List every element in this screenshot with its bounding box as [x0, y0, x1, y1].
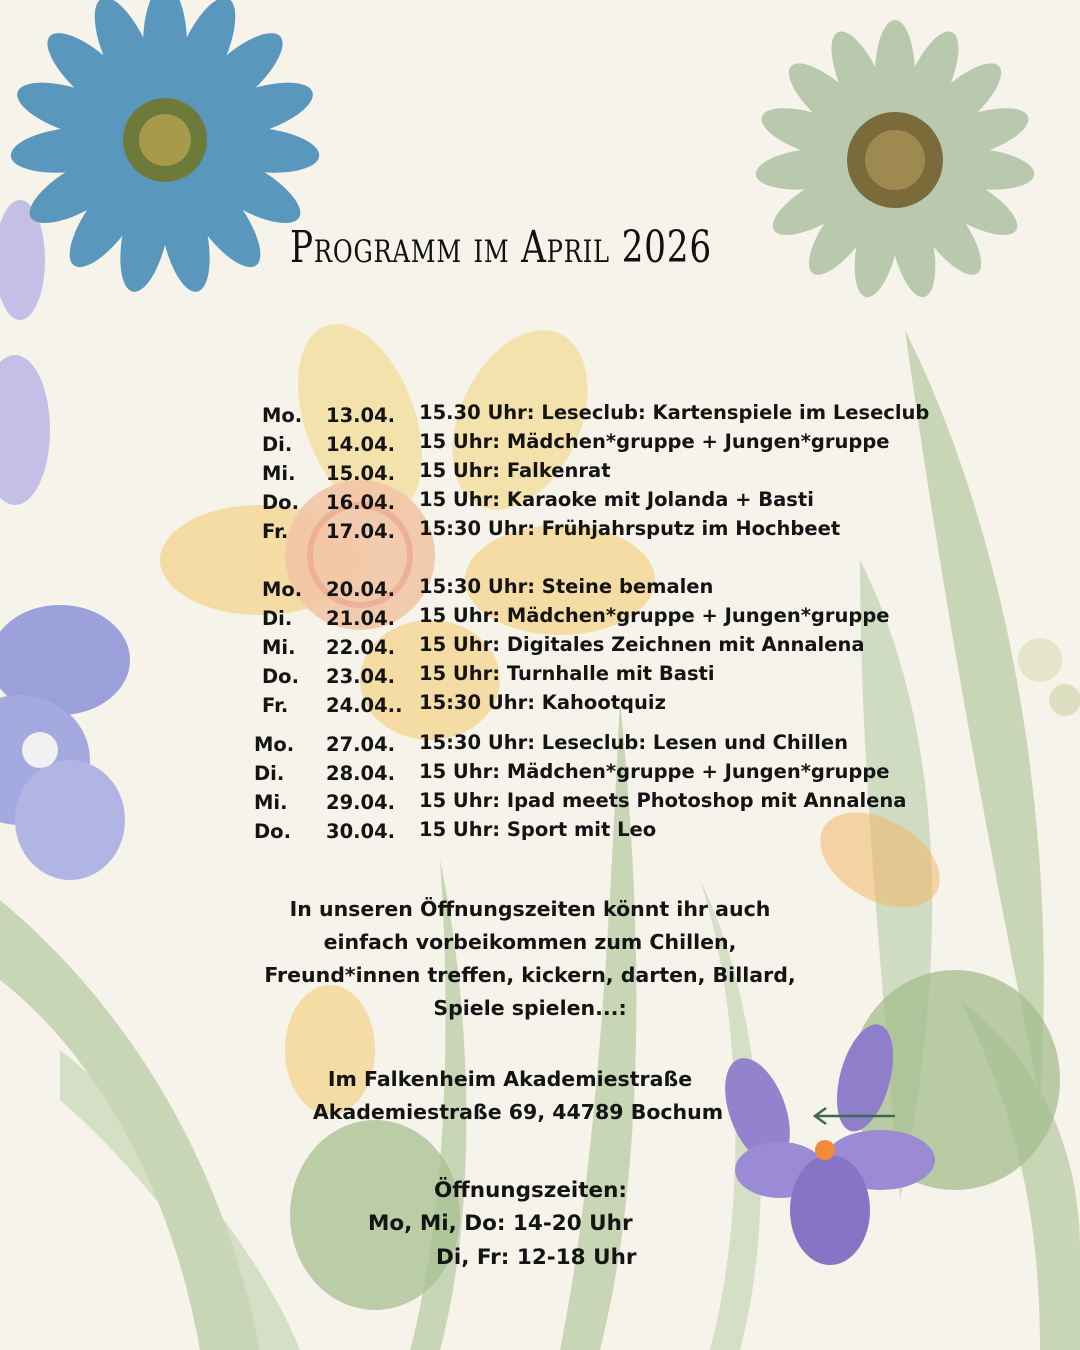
schedule-day: Mo.	[262, 578, 303, 601]
location-address: Akademiestraße 69, 44789 Bochum	[312, 1100, 724, 1124]
schedule-date: 28.04.	[326, 762, 396, 785]
schedule-date: 21.04.	[326, 607, 396, 630]
info-line: Spiele spielen...:	[433, 996, 627, 1020]
schedule-day: Mi.	[262, 636, 296, 659]
schedule-day: Mi.	[254, 791, 288, 814]
location-block	[200, 1063, 820, 1129]
schedule-day: Di.	[254, 762, 285, 785]
schedule-event: 15:30 Uhr: Steine bemalen	[419, 575, 714, 598]
schedule-day: Mo.	[254, 733, 295, 756]
page-title: Programm im April 2026	[290, 222, 713, 273]
hours-line: Di, Fr: 12-18 Uhr	[436, 1245, 637, 1270]
schedule-event: 15 Uhr: Digitales Zeichnen mit Annalena	[419, 633, 865, 656]
schedule-date: 27.04.	[326, 733, 396, 756]
hours-line: Mo, Mi, Do: 14-20 Uhr	[368, 1211, 633, 1236]
schedule-day: Mi.	[262, 462, 296, 485]
schedule-event: 15 Uhr: Falkenrat	[419, 459, 611, 482]
schedule-event: 15:30 Uhr: Kahootquiz	[419, 691, 666, 714]
schedule-event: 15 Uhr: Mädchen*gruppe + Jungen*gruppe	[419, 760, 890, 783]
schedule-date: 14.04.	[326, 433, 396, 456]
schedule-date: 15.04.	[326, 462, 396, 485]
schedule-date: 17.04.	[326, 520, 396, 543]
schedule-event: 15:30 Uhr: Leseclub: Lesen und Chillen	[419, 731, 848, 754]
schedule-event: 15 Uhr: Karaoke mit Jolanda + Basti	[419, 488, 814, 511]
info-line: einfach vorbeikommen zum Chillen,	[323, 930, 737, 954]
schedule-day: Di.	[262, 433, 293, 456]
hours-heading: Öffnungszeiten:	[434, 1178, 628, 1203]
schedule-day: Mo.	[262, 404, 303, 427]
schedule-day: Do.	[262, 665, 299, 688]
schedule-date: 29.04.	[326, 791, 396, 814]
schedule-day: Do.	[254, 820, 291, 843]
schedule-date: 13.04.	[326, 404, 396, 427]
info-line: In unseren Öffnungszeiten könnt ihr auch	[289, 897, 771, 921]
schedule-day: Di.	[262, 607, 293, 630]
schedule-date: 30.04.	[326, 820, 396, 843]
schedule-event: 15 Uhr: Ipad meets Photoshop mit Annalena	[419, 789, 907, 812]
schedule-date: 16.04.	[326, 491, 396, 514]
schedule-date: 23.04.	[326, 665, 396, 688]
schedule-date: 22.04.	[326, 636, 396, 659]
schedule-date: 20.04.	[326, 578, 396, 601]
info-line: Freund*innen treffen, kickern, darten, Billard,	[264, 963, 796, 987]
schedule-event: 15.30 Uhr: Leseclub: Kartenspiele im Leseclub	[419, 401, 930, 424]
schedule-event: 15:30 Uhr: Frühjahrsputz im Hochbeet	[419, 517, 841, 540]
schedule-event: 15 Uhr: Turnhalle mit Basti	[419, 662, 715, 685]
schedule-event: 15 Uhr: Mädchen*gruppe + Jungen*gruppe	[419, 430, 890, 453]
info-text	[220, 893, 840, 1025]
schedule-event: 15 Uhr: Mädchen*gruppe + Jungen*gruppe	[419, 604, 890, 627]
schedule-day: Fr.	[262, 520, 289, 543]
schedule-event: 15 Uhr: Sport mit Leo	[419, 818, 657, 841]
schedule-day: Do.	[262, 491, 299, 514]
location-name: Im Falkenheim Akademiestraße	[327, 1067, 693, 1091]
schedule-day: Fr.	[262, 694, 289, 717]
schedule-date: 24.04..	[326, 694, 403, 717]
